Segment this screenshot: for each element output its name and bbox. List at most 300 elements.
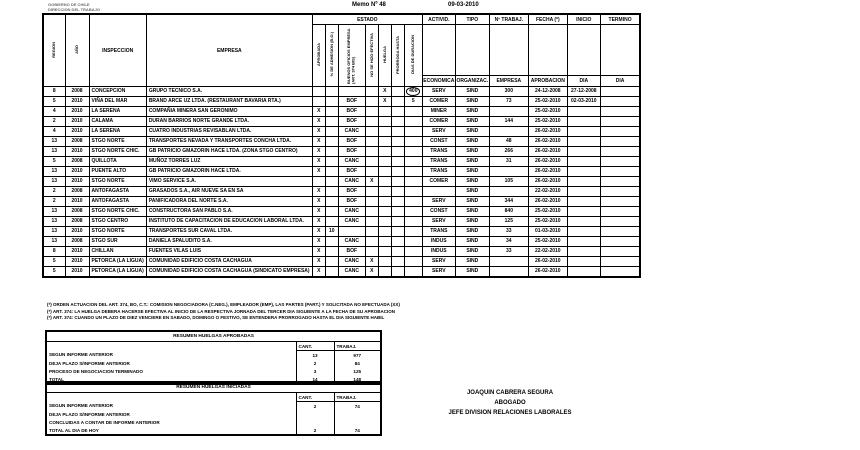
table-row [43,207,640,217]
estado-cell: BOF [338,197,365,207]
summary-cant-cell: 2 [296,402,334,411]
estado-cell [391,117,404,127]
estado-cell [312,97,325,107]
empresa-cell: TRANSPORTES NEVADA Y TRANSPORTES CONCHA LTDA. [146,137,312,147]
inspeccion-cell: STGO NORTE CHIC. [89,207,146,217]
termino-cell [600,147,640,157]
table-row [43,147,640,157]
tipo-cell: SIND [455,237,489,247]
summary-title-row [46,382,381,393]
col-subheader-dia-inicio: DIA [567,76,600,87]
year-cell: 2010 [65,147,89,157]
estado-cell [391,127,404,137]
col-header-actividad: ACTIVID. [422,14,455,25]
estado-cell: X [312,187,325,197]
spacer-cell [528,25,567,76]
tipo-cell: SIND [455,137,489,147]
inspeccion-cell: VIÑA DEL MAR [89,97,146,107]
estado-cell: X [312,117,325,127]
summary-huelgas-iniciadas [45,381,382,436]
estado-cell [378,147,391,157]
table-row [43,257,640,267]
actividad-cell: TRANS [422,147,455,157]
inspeccion-cell: ANTOFAGASTA [89,197,146,207]
empresa-cell: DURAN BARRIOS NORTE GRANDE LTDA. [146,117,312,127]
termino-cell [600,267,640,278]
col-header-adhesion: % DE ADHESION (B.O.) [325,25,338,87]
estado-cell [325,207,338,217]
actividad-cell: COMER [422,177,455,187]
summary-row [46,367,381,375]
estado-cell: BOF [338,247,365,257]
tipo-cell: SIND [455,247,489,257]
estado-cell [338,227,365,237]
termino-cell [600,257,640,267]
empresa-cell: COMPAÑIA MINERA SAN GERONIMO [146,107,312,117]
trabaj-header: TRABAJ. [334,393,381,402]
huelgas-table [42,13,641,278]
inicio-cell [567,137,600,147]
tipo-cell: SIND [455,87,489,97]
estado-cell [325,217,338,227]
signature-block [400,388,620,419]
empresa-cell: COMUNIDAD EDIFICIO COSTA CACHAGUA [146,257,312,267]
estado-cell [325,137,338,147]
table-row [43,97,640,107]
actividad-cell: SERV [422,217,455,227]
ntrab-cell [489,257,528,267]
ntrab-cell: 33 [489,247,528,257]
summary-trabaj-cell: 74 [334,426,381,435]
estado-cell [404,227,422,237]
estado-cell [312,177,325,187]
inspeccion-cell: CHILLAN [89,247,146,257]
tipo-cell: SIND [455,127,489,137]
estado-cell: X [312,247,325,257]
estado-cell: X [312,147,325,157]
inicio-cell [567,177,600,187]
year-cell: 2010 [65,107,89,117]
spacer-cell [46,342,296,351]
empresa-cell: TRANSPORTES SUR CAVAL LTDA. [146,227,312,237]
estado-cell: CANC [338,217,365,227]
table-row [43,247,640,257]
estado-cell: X [312,137,325,147]
ntrab-cell: 125 [489,217,528,227]
summary-title-row [46,331,381,342]
actividad-cell: SERV [422,197,455,207]
tipo-cell: SIND [455,167,489,177]
estado-cell [325,97,338,107]
estado-cell [391,147,404,157]
actividad-cell: TRANS [422,157,455,167]
inspeccion-cell: STGO NORTE [89,177,146,187]
empresa-cell: INSTITUTO DE CAPACITACION DE EDUCACION LABORAL LTDA. [146,217,312,227]
table-row [43,117,640,127]
tipo-cell: SIND [455,257,489,267]
spacer-cell [455,25,489,76]
estado-cell: CANC [338,157,365,167]
fecha-cell: 25-02-2010 [528,117,567,127]
termino-cell [600,87,640,97]
estado-cell [391,97,404,107]
estado-cell [378,177,391,187]
table-row [43,157,640,167]
ntrab-cell: 840 [489,207,528,217]
inicio-cell [567,227,600,237]
fecha-cell: 24-12-2008 [528,87,567,97]
inspeccion-cell: PETORCA (LA LIGUA) [89,257,146,267]
estado-cell [325,117,338,127]
summary-label-cell: SEGUN INFORME ANTERIOR [49,403,113,409]
estado-cell [365,97,378,107]
year-cell: 2010 [65,167,89,177]
estado-cell: X [312,167,325,177]
memo-date: 09-03-2010 [448,2,479,8]
summary-trabaj-cell: 125 [334,367,381,375]
inicio-cell [567,147,600,157]
estado-cell [391,197,404,207]
summary-label-cell: DEJA PLAZO S/INFORME ANTERIOR [49,360,130,366]
summary-row [46,351,381,360]
region-cell: 2 [43,117,65,127]
summary-label-cell: SEGUN INFORME ANTERIOR [49,352,113,358]
col-header-aprobada: APROBADA [312,25,325,87]
estado-cell [391,137,404,147]
actividad-cell: TRANS [422,227,455,237]
year-cell: 2008 [65,87,89,97]
col-header-no-efectiva: NO SE HIZO EFECTIVA [365,25,378,87]
summary-huelgas-aprobadas [45,330,382,385]
empresa-cell: GRASADOS S.A., AIR NUEVE SA EN SA [146,187,312,197]
summary-title: RESUMEN HUELGAS INICIADAS [46,382,381,393]
table-row [43,137,640,147]
inspeccion-cell: STGO NORTE [89,227,146,237]
summary-row [46,418,381,426]
col-header-dias-duracion: DIAS DE DURACION [404,25,422,87]
termino-cell [600,137,640,147]
fecha-cell: 22-02-2010 [528,187,567,197]
estado-cell [378,117,391,127]
estado-cell [365,87,378,97]
tipo-cell: SIND [455,107,489,117]
tipo-cell: SIND [455,177,489,187]
fecha-cell: 25-02-2010 [528,97,567,107]
ntrab-cell: 31 [489,157,528,167]
estado-cell [391,157,404,167]
estado-cell: X [312,197,325,207]
estado-cell [378,137,391,147]
empresa-cell: GRUPO TECNICO S.A. [146,87,312,97]
actividad-cell: COMER [422,97,455,107]
signature-role: JEFE DIVISION RELACIONES LABORALES [448,410,572,417]
ntrab-cell: 300 [489,87,528,97]
estado-cell [378,247,391,257]
inicio-cell [567,117,600,127]
actividad-cell: CONST [422,207,455,217]
empresa-cell: VIMO SERVICE S.A. [146,177,312,187]
summary-trabaj-cell [334,410,381,418]
col-header-termino: TERMINO [600,14,640,25]
estado-cell [404,167,422,177]
actividad-cell: COMER [422,117,455,127]
estado-cell [378,167,391,177]
spacer-cell [422,25,455,76]
estado-cell [325,87,338,97]
estado-cell [365,237,378,247]
estado-cell [365,147,378,157]
summary-cant-cell: 13 [296,351,334,360]
region-cell: 2 [43,187,65,197]
region-cell: 4 [43,127,65,137]
estado-cell: CANC [338,177,365,187]
estado-cell [404,107,422,117]
region-cell: 5 [43,257,65,267]
summary-header-row [46,342,381,351]
estado-cell [391,87,404,97]
estado-cell [312,87,325,97]
ntrab-cell: 33 [489,227,528,237]
header-row-top [43,14,640,25]
tipo-cell: SIND [455,207,489,217]
actividad-cell: SERV [422,87,455,97]
empresa-cell: COMUNIDAD EDIFICIO COSTA CACHAGUA (SINDICATO EMPRESA) [146,267,312,278]
ntrab-cell: 144 [489,117,528,127]
estado-cell [404,197,422,207]
col-header-tipo: TIPO [455,14,489,25]
estado-cell [404,157,422,167]
estado-cell [378,257,391,267]
empresa-cell: GB PATRICIO GMAZORIN HACE LTDA. (ZONA STGO CENTRO) [146,147,312,157]
fecha-cell: 25-02-2010 [528,217,567,227]
summary-label-cell: TOTAL AL DIA DE HOY [49,427,99,433]
memo-number: Memo Nº 48 [352,2,386,8]
summary-trabaj-cell: 977 [334,351,381,360]
inspeccion-cell: LA SERENA [89,107,146,117]
actividad-cell: CONST [422,137,455,147]
estado-cell: BOF [338,97,365,107]
estado-cell [325,107,338,117]
estado-cell: X [312,267,325,278]
year-cell: 2008 [65,157,89,167]
estado-cell [391,257,404,267]
empresa-cell: FUENTES VILAS LUIS [146,247,312,257]
region-cell: 13 [43,237,65,247]
estado-cell [391,167,404,177]
estado-cell: BOF [338,137,365,147]
estado-cell [404,257,422,267]
inspeccion-cell: STGO SUR [89,237,146,247]
tipo-cell: SIND [455,97,489,107]
estado-cell: X [365,267,378,278]
inicio-cell: 02-03-2010 [567,97,600,107]
estado-cell [365,207,378,217]
inicio-cell [567,127,600,137]
summary-row [46,359,381,367]
tipo-cell: SIND [455,157,489,167]
tipo-cell: SIND [455,117,489,127]
estado-cell: CANC [338,127,365,137]
year-cell: 2008 [65,207,89,217]
spacer-cell [46,393,296,402]
fecha-cell: 25-02-2010 [528,107,567,117]
termino-cell [600,97,640,107]
fecha-cell: 26-02-2010 [528,147,567,157]
estado-cell [404,137,422,147]
empresa-cell: MUÑOZ TORRES LUZ [146,157,312,167]
estado-cell [325,187,338,197]
ntrab-cell [489,187,528,197]
estado-cell [378,187,391,197]
actividad-cell: SERV [422,267,455,278]
actividad-cell: TRANS [422,167,455,177]
col-subheader-aprobacion: APROBACION [528,76,567,87]
region-cell: 8 [43,247,65,257]
table-row [43,197,640,207]
empresa-cell: GB PATRICIO GMAZORIN HACE LTDA. [146,167,312,177]
inicio-cell [567,247,600,257]
col-header-region: REGION [43,14,65,87]
inspeccion-cell: ANTOFAGASTA [89,187,146,197]
letterhead-line2: DIRECCION DEL TRABAJO [48,7,100,13]
empresa-cell: PANIFICADORA DEL NORTE S.A. [146,197,312,207]
year-cell: 2010 [65,117,89,127]
actividad-cell: SERV [422,127,455,137]
summary-label-cell: PROCESO DE NEGOCIACION TERMINADO [49,368,143,374]
region-cell: 8 [43,87,65,97]
estado-cell: 5 [404,97,422,107]
inicio-cell [567,267,600,278]
fecha-cell: 01-03-2010 [528,227,567,237]
estado-cell: CANC [338,257,365,267]
table-row [43,127,640,137]
col-header-prorroga: PRORROGA HASTA [391,25,404,87]
estado-cell [391,177,404,187]
inspeccion-cell: CALAMA [89,117,146,127]
summary-header-row [46,393,381,402]
estado-cell [325,237,338,247]
termino-cell [600,227,640,237]
table-row [43,107,640,117]
termino-cell [600,197,640,207]
estado-cell [391,247,404,257]
ntrab-cell: 73 [489,97,528,107]
summary-row [46,410,381,418]
estado-cell [325,157,338,167]
spacer-cell [489,25,528,76]
table-row [43,167,640,177]
col-header-fecha: FECHA (*) [528,14,567,25]
estado-cell: CANC [338,237,365,247]
tipo-cell: SIND [455,187,489,197]
summary-cant-cell: 2 [296,426,334,435]
estado-cell [404,127,422,137]
termino-cell [600,187,640,197]
year-cell: 2010 [65,97,89,107]
fecha-cell: 26-02-2010 [528,167,567,177]
summary-cant-cell: 3 [296,367,334,375]
cant-header: CANT. [296,342,334,351]
region-cell: 13 [43,217,65,227]
region-cell: 5 [43,267,65,278]
estado-cell [391,227,404,237]
fecha-cell: 26-02-2010 [528,137,567,147]
actividad-cell: INDUS [422,237,455,247]
footnote-line: (*) ART. 374: LA HUELGA DEBERA HACERSE EFECTIVA AL INICIO DE LA RESPECTIVA JORNADA DEL TERCER DIA SIGUIENTE A LA FECHA DE SU APROBACION [47,308,395,314]
year-cell: 2008 [65,187,89,197]
empresa-cell: DANIELA SPALUDITO S.A. [146,237,312,247]
estado-cell [391,107,404,117]
estado-cell [378,217,391,227]
fecha-cell: 26-02-2010 [528,257,567,267]
estado-cell: X [312,127,325,137]
actividad-cell: MINER [422,107,455,117]
inspeccion-cell: STGO CENTRO [89,217,146,227]
table-row [43,217,640,227]
estado-cell: X [312,257,325,267]
col-subheader-dia-termino: DIA [600,76,640,87]
termino-cell [600,247,640,257]
fecha-cell: 26-02-2010 [528,177,567,187]
col-header-ntrab: Nº TRABAJ. [489,14,528,25]
estado-cell [325,197,338,207]
estado-cell: X [365,177,378,187]
region-cell: 13 [43,227,65,237]
fecha-cell: 26-02-2010 [528,127,567,137]
col-subheader-empresa: EMPRESA [489,76,528,87]
termino-cell [600,237,640,247]
estado-cell [404,147,422,157]
col-header-buenos-oficios: BUENOS OFICIOS EMPRESA (ART. 374 BIS) [338,25,365,87]
year-cell: 2008 [65,137,89,147]
summary-row [46,426,381,435]
summary-label-cell: TOTAL [49,376,64,382]
estado-cell [404,217,422,227]
region-cell: 5 [43,97,65,107]
ntrab-cell: 266 [489,147,528,157]
inicio-cell: 27-12-2008 [567,87,600,97]
spacer-cell [567,25,600,76]
estado-cell [391,217,404,227]
tipo-cell: SIND [455,267,489,278]
estado-cell [338,87,365,97]
group-header-estado: ESTADO [312,14,422,25]
estado-cell [325,127,338,137]
col-header-inicio: INICIO [567,14,600,25]
inspeccion-cell: CONCEPCION [89,87,146,97]
footnote-line: (*) ART. 374: CUANDO UN PLAZO DE DIEZ VENCIERE EN SABADO, DOMINGO O FESTIVO, SE ENTENDERA PRORROGADO HASTA EL DIA SIGUIENTE HABIL [47,315,385,321]
year-cell: 2010 [65,247,89,257]
ntrab-cell: 34 [489,237,528,247]
estado-cell [404,207,422,217]
termino-cell [600,207,640,217]
estado-cell: X [312,217,325,227]
region-cell: 4 [43,107,65,117]
estado-cell [378,227,391,237]
fecha-cell: 25-02-2010 [528,207,567,217]
empresa-cell: CONSTRUCTORA SAN PABLO S.A. [146,207,312,217]
termino-cell [600,117,640,127]
fecha-cell: 25-02-2010 [528,237,567,247]
ntrab-cell [489,267,528,278]
inicio-cell [567,217,600,227]
estado-cell [391,267,404,278]
summary-trabaj-cell: 74 [334,402,381,411]
summary-trabaj-cell [334,418,381,426]
termino-cell [600,157,640,167]
region-cell: 2 [43,197,65,207]
estado-cell [325,247,338,257]
